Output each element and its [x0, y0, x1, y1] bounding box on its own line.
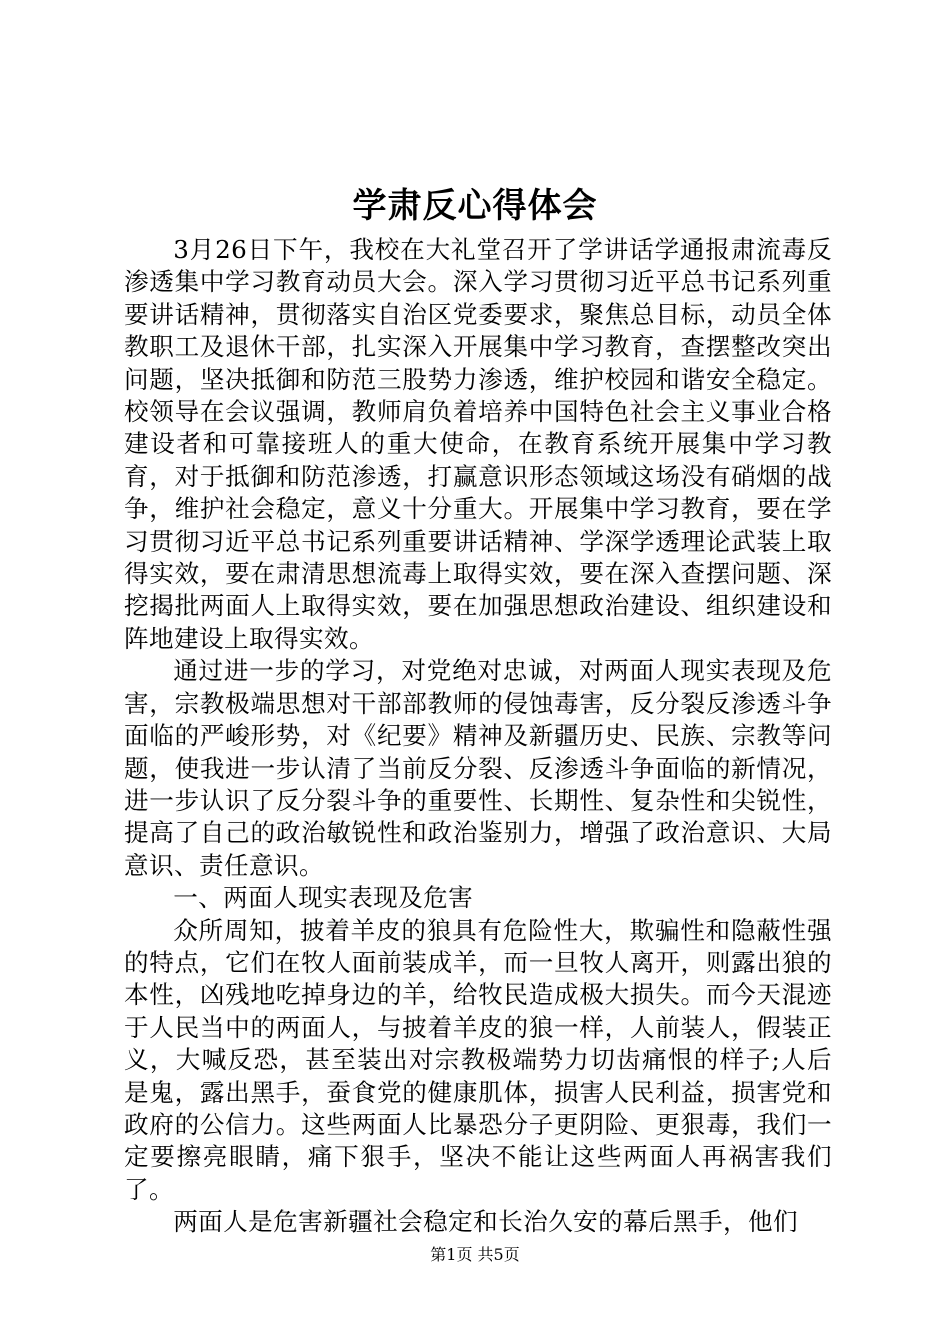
document-title: 学肃反心得体会: [352, 186, 598, 226]
paragraph-1: 3月26日下午，我校在大礼堂召开了学讲话学通报肃流毒反渗透集中学习教育动员大会。深入学习贯彻习近平总书记系列重要讲话精神，贯彻落实自治区党委要求，聚焦总目标，动员全体教职工及退休干部，扎实深入开展集中学习教育，查摆整改突出问题，坚决抵御和防范三股势力渗透，维护校园和谐安全稳定。校领导在会议强调，教师肩负着培养中国特色社会主义事业合格建设者和可靠接班人的重大使命，在教育系统开展集中学习教育，对于抵御和防范渗透，打赢意识形态领域这场没有硝烟的战争，维护社会稳定，意义十分重大。开展集中学习教育，要在学习贯彻习近平总书记系列重要讲话精神、学深学透理论武装上取得实效，要在肃清思想流毒上取得实效，要在深入查摆问题、深挖揭批两面人上取得实效，要在加强思想政治建设、组织建设和阵地建设上取得实效。: [124, 235, 832, 653]
page-number-footer: 第1页 共5页: [430, 1245, 520, 1264]
document-body: [124, 234, 832, 1239]
section-heading-1: 一、两面人现实表现及危害: [173, 883, 474, 913]
paragraph-2: 通过进一步的学习，对党绝对忠诚，对两面人现实表现及危害，宗教极端思想对干部部教师的侵蚀毒害，反分裂反渗透斗争面临的严峻形势，对《纪要》精神及新疆历史、民族、宗教等问题，使我进一步认清了当前反分裂、反渗透斗争面临的新情况，进一步认识了反分裂斗争的重要性、长期性、复杂性和尖锐性，提高了自己的政治敏锐性和政治鉴别力，增强了政治意识、大局意识、责任意识。: [124, 656, 832, 880]
paragraph-3: 众所周知，披着羊皮的狼具有危险性大，欺骗性和隐蔽性强的特点，它们在牧人面前装成羊，而一旦牧人离开，则露出狼的本性，凶残地吃掉身边的羊，给牧民造成极大损失。而今天混迹于人民当中的两面人，与披着羊皮的狼一样，人前装人，假装正义，大喊反恐，甚至装出对宗教极端势力切齿痛恨的样子;人后是鬼，露出黑手，蚕食党的健康肌体，损害人民利益，损害党和政府的公信力。这些两面人比暴恐分子更阴险、更狠毒，我们一定要擦亮眼睛，痛下狠手，坚决不能让这些两面人再祸害我们了。: [124, 915, 832, 1204]
paragraph-4: 两面人是危害新疆社会稳定和长治久安的幕后黑手，他们: [173, 1207, 799, 1237]
